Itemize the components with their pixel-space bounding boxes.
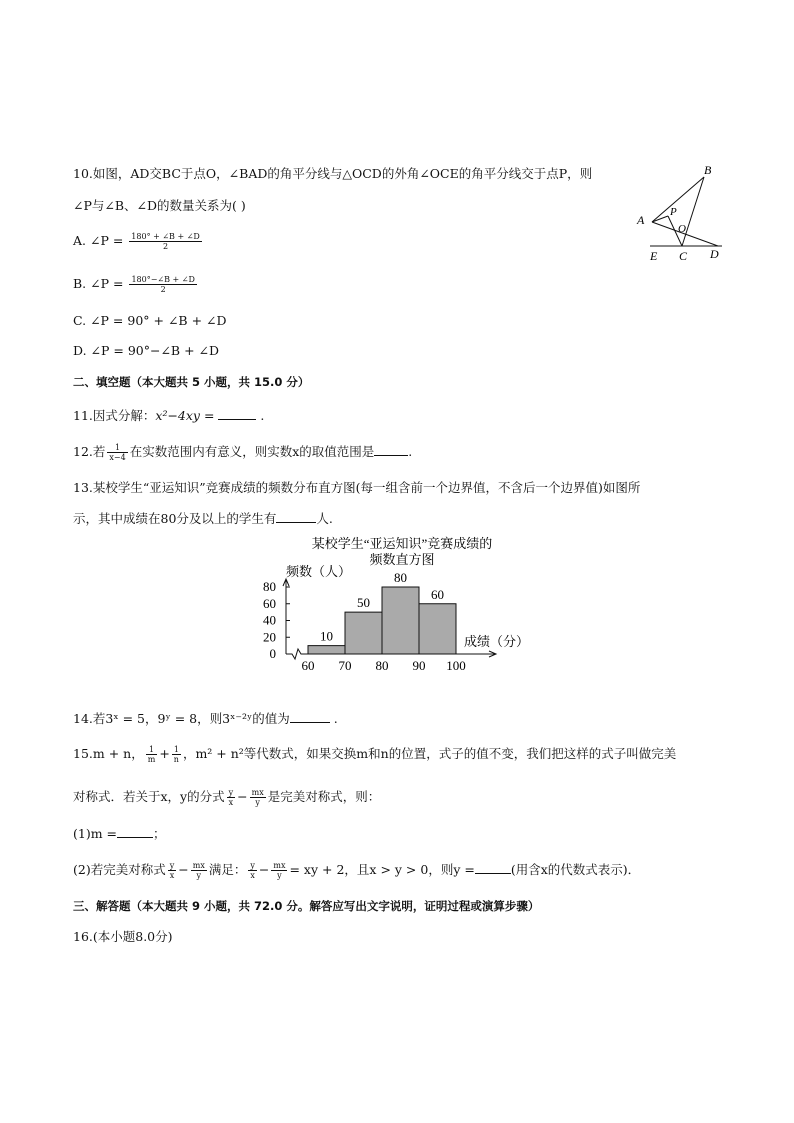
label-C: C bbox=[679, 249, 688, 263]
q10-option-a bbox=[73, 232, 204, 251]
chart-xlabel: 成绩（分） bbox=[464, 634, 530, 649]
q14-answer-blank[interactable] bbox=[290, 710, 330, 723]
q13-line1: 13.某校学生“亚运知识”竞赛成绩的频数分布直方图(每一组含前一个边界值，不含后一个边界值)如图所 bbox=[73, 480, 641, 495]
histogram-bar bbox=[345, 612, 382, 654]
bar-value-label: 50 bbox=[357, 595, 370, 611]
q15-sub1-answer-blank[interactable] bbox=[117, 825, 153, 838]
q13-line2: 示，其中成绩在80分及以上的学生有 人. bbox=[73, 511, 333, 526]
x-tick-label: 80 bbox=[375, 658, 389, 673]
chart-title: 某校学生“亚运知识”竞赛成绩的 bbox=[311, 536, 493, 551]
q15-sub2-answer-blank[interactable] bbox=[475, 861, 511, 874]
q14: 14.若3ˣ = 5，9ʸ = 8，则3ˣ⁻²ʸ的值为 . bbox=[73, 711, 338, 726]
section-3-heading: 三、解答题（本大题共 9 小题，共 72.0 分。解答应写出文字说明，证明过程或演算步骤） bbox=[73, 899, 540, 913]
option-a-fraction: $\frac{180^\circ + \angle B + \angle D}{2}$ bbox=[131, 232, 200, 251]
q11-answer-blank[interactable] bbox=[218, 407, 256, 420]
q11: 11.因式分解：x²−4xy = . bbox=[73, 408, 265, 423]
histogram-bar bbox=[308, 646, 345, 654]
q16: 16.(本小题8.0分) bbox=[73, 929, 173, 944]
label-P: P bbox=[670, 206, 677, 218]
label-B: B bbox=[704, 163, 712, 177]
label-D: D bbox=[710, 247, 719, 261]
histogram-chart bbox=[250, 533, 550, 675]
x-tick-label: 60 bbox=[301, 658, 315, 673]
y-tick-label: 40 bbox=[263, 612, 276, 628]
line-AP bbox=[652, 216, 668, 222]
label-A: A bbox=[637, 213, 645, 227]
histogram-bar bbox=[382, 587, 419, 654]
option-a-label: A. ∠P = bbox=[73, 233, 124, 248]
option-b-label: B. ∠P = bbox=[73, 276, 124, 291]
y-tick-label: 60 bbox=[263, 595, 276, 611]
option-b-fraction: $\frac{180^\circ-\angle B + \angle D}{2}$ bbox=[131, 275, 195, 294]
section-2-heading: 二、填空题（本大题共 5 小题，共 15.0 分） bbox=[73, 375, 310, 389]
q15-sub2: (2)若完美对称式 $\frac{y}{x}$ − $\frac{mx}{y}$ 满足： $\frac{y}{x}$ − $\frac{mx}{y}$ = xy + 2，且x > y > 0，则y = (用含x的代数式表示)． bbox=[73, 861, 641, 880]
y-tick-label: 80 bbox=[263, 579, 276, 594]
q10-option-c: C. ∠P = 90° + ∠B + ∠D bbox=[73, 313, 227, 328]
q10-geometry-figure bbox=[632, 160, 732, 266]
bar-value-label: 80 bbox=[394, 570, 407, 585]
q12: 12.若 $\frac{1}{x-4}$ 在实数范围内有意义，则实数x的取值范围是 . bbox=[73, 443, 413, 462]
q15-line2: 对称式．若关于x，y的分式 $\frac{y}{x}$ − $\frac{mx}{y}$ 是完美对称式，则： bbox=[73, 788, 381, 807]
chart-ylabel: 频数（人） bbox=[286, 564, 352, 579]
q13-answer-blank[interactable] bbox=[276, 510, 316, 523]
chart-subtitle: 频数直方图 bbox=[369, 552, 435, 567]
x-tick-label: 70 bbox=[338, 658, 352, 673]
q10-stem-line1: 10.如图，AD交BC于点O，∠BAD的角平分线与△OCD的外角∠OCE的角平分线交于点P，则 bbox=[73, 166, 593, 181]
label-O: O bbox=[678, 223, 686, 235]
histogram-bar bbox=[419, 604, 456, 654]
bar-value-label: 60 bbox=[431, 586, 444, 602]
q10-option-d: D. ∠P = 90°−∠B + ∠D bbox=[73, 343, 220, 358]
y-tick-label: 0 bbox=[269, 646, 276, 661]
line-BA bbox=[652, 177, 704, 222]
q12-fraction: $\frac{1}{x-4}$ bbox=[109, 443, 126, 462]
q15-sub1: (1)m = ； bbox=[73, 826, 166, 841]
x-tick-label: 90 bbox=[412, 658, 426, 673]
q10-option-b bbox=[73, 275, 199, 294]
y-tick-label: 20 bbox=[263, 629, 276, 645]
q15-line1: 15.m + n， $\frac{1}{m}$ + $\frac{1}{n}$ ，m² + n²等代数式，如果交换m和n的位置，式子的值不变，我们把这样的式子叫做完美 bbox=[73, 745, 677, 764]
line-BC bbox=[682, 177, 704, 246]
label-E: E bbox=[650, 249, 658, 263]
q12-answer-blank[interactable] bbox=[374, 443, 408, 456]
x-tick-label: 100 bbox=[446, 658, 466, 673]
bar-value-label: 10 bbox=[320, 628, 333, 644]
q10-stem-line2: ∠P与∠B、∠D的数量关系为( ) bbox=[73, 198, 246, 213]
